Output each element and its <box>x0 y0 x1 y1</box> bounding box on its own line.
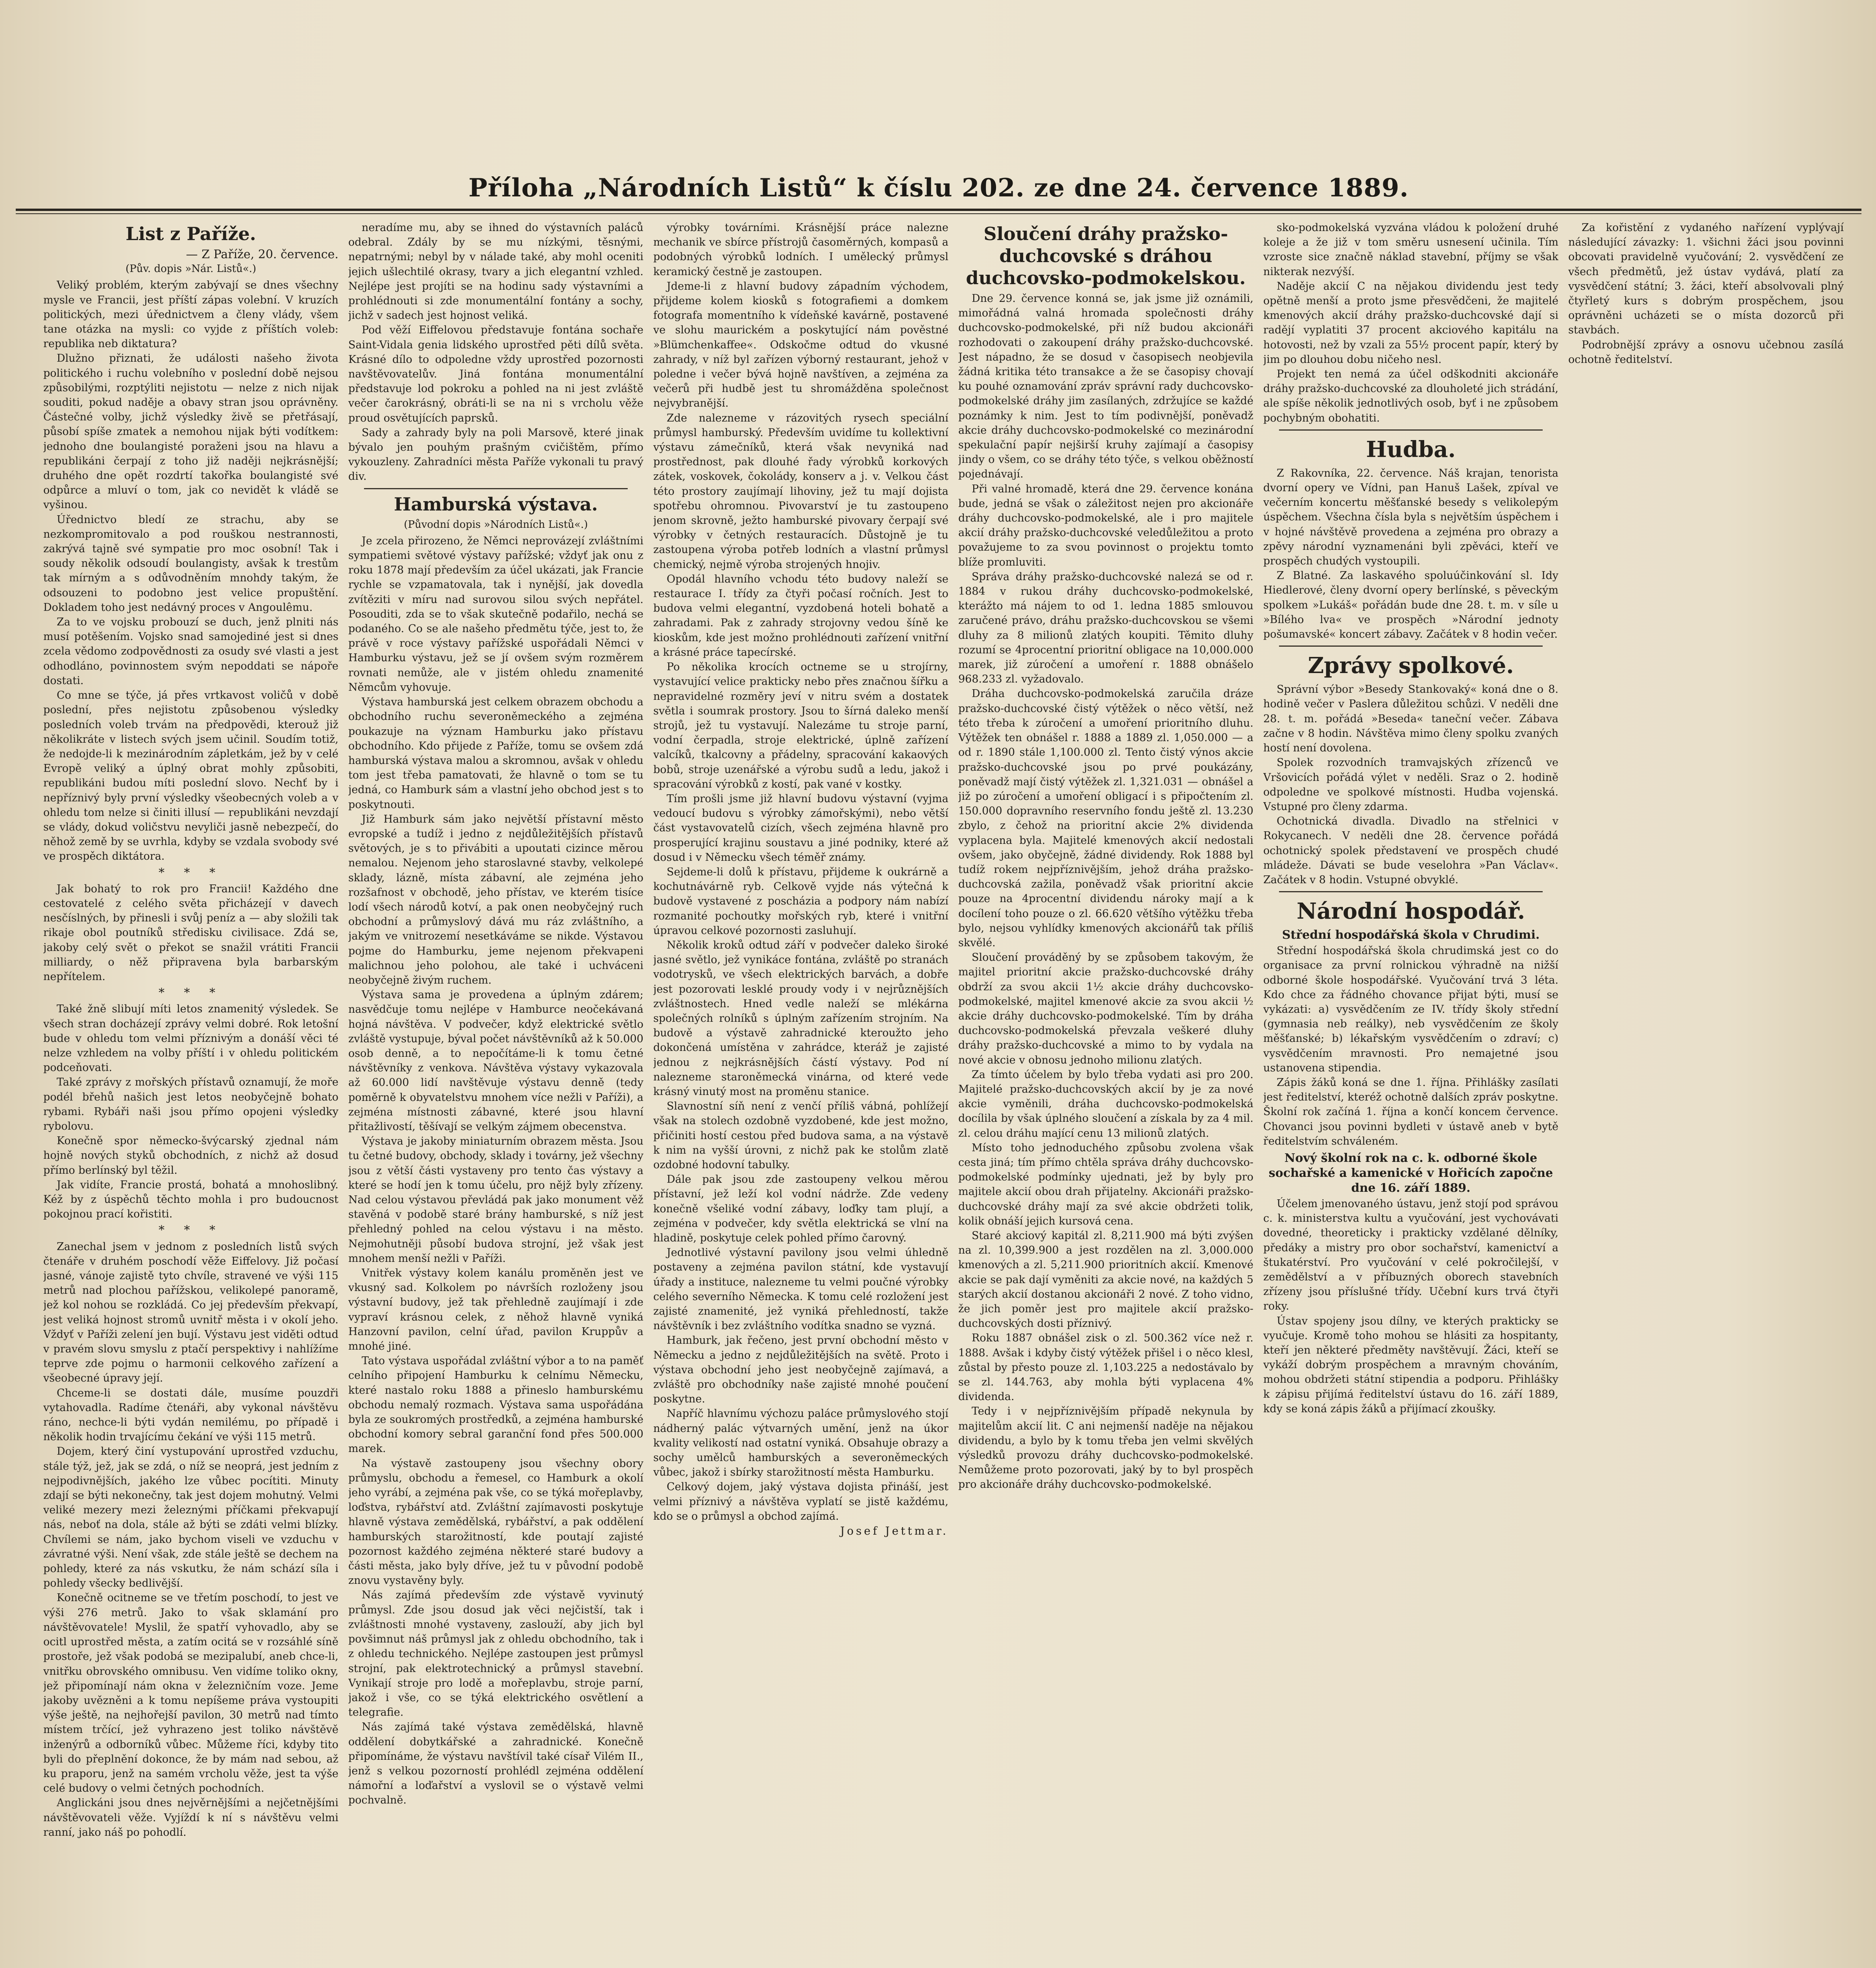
paragraph: Je zcela přirozeno, že Němci neprovázejí zvláštními sympatiemi světové výstavy pařížské; vždyť jak onu z roku 1878 mají především za účel ukázati, jak Francie rychle se vzpamatovala, tak i nynější, jak dovedla zvítěziti v míru nad surovou silou svých nepřátel. Posouditi, zda se to však skutečně podařilo, nechá se podaného. Co se ale našeho předmětu týče, jest to, že právě v roce výstavy pařížské uspořádali Němci v Hamburku výstavu, jež se jí ovšem svým rozměrem rovnati nemůže, ale v jistém ohledu znamenité Němcům vyhovuje. <box>348 535 643 694</box>
column-4 <box>958 220 1253 1968</box>
paragraph: Jednotlivé výstavní pavilony jsou velmi úhledně postaveny a zejména pavilon státní, kde vystavují úřady a instituce, nalezneme tu velmi poučné výrobky celého severního Německa. K tomu celé rozložení jest zajisté znamenité, jež vyniká přehledností, takže návštěvník i bez zvláštního vodítka snadno se vyzná. <box>653 1247 948 1332</box>
paragraph: Konečně ocitneme se ve třetím poschodí, to jest ve výši 276 metrů. Jako to však sklamání pro návštěvovatele! Myslil, že spatří vyhovadlo, aby se ocitl uprostřed města, a zatím ocitá se v rozsáhlé síně prostoře, jež však podobá se mezipalubí, aneb chce-li, vnitřku obrovského omnibusu. Ven vidíme toliko okny, jež připomínají nám okna v železničním voze. Jeme jakoby uvězněni a k tomu nepíšeme práva vystoupiti výše ještě, na nejhořejší pavilon, 30 metrů nad tímto místem trčící, jež vyhrazeno jest toliko návštěvě inženýrů a odborníků vůbec. Můžeme říci, kdyby tito byli do přeplnění dokonce, že by mám nad sebou, až ku praporu, jenž na samém vrcholu věže, jest ta výše celé budovy o velmi četných pochodních. <box>43 1592 338 1795</box>
paragraph: Po několika krocích octneme se u strojírny, vystavující velice prakticky nebo přes značnou šířku a nepravidelné rozměry jeví v nitru svém a dostatek světla i soumrak prostory. Jsou to šírná daleko menší strojů, jež tu vystavují. Nalezáme tu stroje parní, vodní čerpadla, stroje elektrické, úplně zařízení valcíků, tkalcovny a přádelny, spracování kakaových bobů, stroje uzenářské a výrobu sudů a ledu, jakož i spracování výrobků z kostí, pak vané v kostky. <box>653 661 948 790</box>
paragraph: Zápis žáků koná se dne 1. října. Přihlášky zasílati jest ředitelství, kteréž ochotně dalších zpráv poskytne. Školní rok začíná 1. října a končí koncem července. Chovanci jsou povinni bydleti v ústavě aneb v bytě ředitelstvím schváleném. <box>1263 1076 1558 1147</box>
source-note: (Pův. dopis »Nár. Listů«.) <box>125 263 257 275</box>
paragraph: Správní výbor »Besedy Stankovaký« koná dne o 8. hodině večer v Paslera důležitou schůzi. V neděli dne 28. t. m. pořádá »Beseda« taneční večer. Zábava začne v 8 hodin. Návštěva mimo členy spolku zvaných hostí není dovolena. <box>1263 683 1558 755</box>
paragraph: Dlužno přiznati, že události našeho života politického i ruchu volebního v poslední době nejsou způsobilými, rozptýliti nejistotu — nelze z nich nijak souditi, pokud naděje a obavy stran jsou oprávněny. Částečné volby, jichž výsledky živě se přetřásají, působí spíše zmatek a nemohou nijak býti vodítkem: jednoho dne boulangisté poraženi jsou na hlavu a republikáni čerpají z toho již naději nejkrásnější; druhého dne opět rozdrtí takořka boulangisté své odpůrce a mluví o tom, jak co nevidět k vládě se vyšinou. <box>43 352 338 511</box>
paragraph: Konečně spor německo-švýcarský zjednal nám hojně nových styků obchodních, z nichž až dosud přímo berlínský byl těžil. <box>43 1135 338 1176</box>
masthead-rule-thin <box>16 213 1861 214</box>
paragraph: Sloučení prováděný by se způsobem takovým, že majitel prioritní akcie pražsko-duchcovské dráhy obdrží za svou akcii 1½ akcie dráhy duchcovsko-podmokelské, majitel kmenové akcie za svou akcii ½ akcie dráhy duchcovsko-podmokelské. Tím by dráha duchcovsko-podmokelská převzala veškeré dluhy dráhy pražsko-duchcovské a mimo to by vydala na nové akcie v obnosu jednoho milionu zlatých. <box>958 951 1253 1066</box>
paragraph: Pod věží Eiffelovou představuje fontána sochaře Saint-Vidala genia lidského uprostřed pěti dílů světa. Krásné dílo to odpoledne vždy uprostřed pozornosti navštěvovatelův. Jiná fontána monumentální představuje lod pokroku a pohled na ni jest zvláště večer čarokrásný, obráti-li se na ni s vrcholu věže proud osvětujících paprsků. <box>348 324 643 424</box>
paragraph: Tím prošli jsme již hlavní budovu výstavní (vyjma vedoucí budovu s výrobky zámořskými), nebo větší část vystavovatelů cizích, všech zejména hlavně pro prosperující krajinu soustavu a jiné podniky, které až dosud i v Německu všech téměř známy. <box>653 792 948 864</box>
paragraph: Naděje akcií C na nějakou dividendu jest tedy opětně menší a proto jsme přesvědčeni, že majitelé kmenových akcií dráhy pražsko-duchcovské dají si radějí vyplatiti 37 procent akciového kapitálu na hotovosti, než by vzali za 55½ procent papír, který by jim po dlouhou dobu ničeho nesl. <box>1263 280 1558 366</box>
paragraph: Již Hamburk sám jako největší přístavní město evropské a tudíž i jedno z nejdůležitějších přístavů světových, je s to přivábiti a upoutati cizince měrou nemalou. Nejenom jeho staroslavné stavby, velkolepé sklady, lázně, místa zábavní, ale zejména jeho rozšafnost v obchodě, jeho přístav, ve kterém tisíce lodí všech národů kotví, a pak onen neobyčejný ruch obchodní a průmyslový dává mu ráz zvláštního, a jakým ve vnitrozemí nesetkáváme se nikde. Výstavou pojme do Hamburku, jeme nejenom překvapeni malichnou jeho polohou, ale také i uchváceni neobyčejně živým ruchem. <box>348 813 643 986</box>
section-rule <box>1279 891 1543 892</box>
article-title: Sloučení dráhy pražsko-duchcovské s dráhou duchcovsko-podmokelskou. <box>966 223 1246 289</box>
paragraph: Střední hospodářská škola chrudimská jest co do organisace za první rolnickou výhradně na nižší odborné škole hospodářské. Vyučování trvá 3 léta. Kdo chce za řádného chovance přijat býti, musí se vykázati: a) vysvědčením ze IV. třídy školy střední (gymnasia neb reálky), neb vysvědčením ze školy měšťanské; b) lékařským vysvědčením o zdraví; c) vysvědčením mravnosti. Pro nemajetné jsou ustanovena stipendia. <box>1263 945 1558 1074</box>
paragraph: Za tímto účelem by bylo třeba vydati asi pro 200. Majitelé pražsko-duchcovských akcií by je za nové akcie vyměnili, dráha duchcovsko-podmokelská docílila by však úplného sloučení a získala by za 4 mil. zl. celou dráhu mající cenu 13 milionů zlatých. <box>958 1068 1253 1139</box>
section-heading: Národní hospodář. <box>1296 898 1525 925</box>
paragraph: Jak vidíte, Francie prostá, bohatá a mnohoslibný. Kéž by z úspěchů těchto mohla i pro budoucnost pokojnou prací kořistiti. <box>43 1178 338 1221</box>
paragraph: Za to ve vojsku probouzí se duch, jenž plniti nás musí potěšením. Vojsko snad samojediné jest si dnes zcela vědomo zodpovědnosti za osudy své vlasti a jest odhodláno, povinnostem svým nepoddati se nápoře dostati. <box>43 616 338 687</box>
paragraph: Jak bohatý to rok pro Francii! Každého dne cestovatelé z celého světa přicházejí v davech nesčíslných, by přinesli i svůj peníz a — aby složili tak rikaje obol poutníků středisku civilisace. Zdá se, jakoby celý svět o překot se snažil vrátiti Francii milliardy, o něž připravena byla barbarským nepřítelem. <box>43 882 338 983</box>
paragraph: Místo toho jednoduchého způsobu zvolena však cesta jiná; tím přímo chtěla správa dráhy duchcovsko-podmokelské podmínky ujednati, jež by byly pro majitele akcií obou drah přijatelny. Akcionáři pražsko-duchcovské dráhy mají za své akcie obdržeti tolik, kolik obnáší jejich kursová cena. <box>958 1141 1253 1227</box>
paragraph: Výstava je jakoby miniaturním obrazem města. Jsou tu četné budovy, obchody, sklady i továrny, jež všechny jsou z větší části vystaveny pro tento čas výstavy a které se hodí jen k tomu účelu, pro nějž byly zřízeny. Nad celou výstavou převládá pak jako monument věž stavěná v podobě staré brány hamburské, s níž jest přehledný pohled na celou výstavu i na město. Nejmohutněji působí budova strojní, jež však jest mnohem menší nežli v Paříži. <box>348 1135 643 1265</box>
paragraph: Úřednictvo bledí ze strachu, aby se nezkompromitovalo a pod rouškou nestrannosti, zakrývá tajně své sympatie pro moc osobní! Tak i soudy několik odsoudí boulangisty, avšak k trestům tak mírným a s odůvodněním mnohdy takým, že odsouzeni to podobno jest velice propuštění. Dokladem toho jest nedávný proces v Angoulêmu. <box>43 513 338 614</box>
section-heading: Hudba. <box>1366 436 1456 462</box>
paragraph: Několik kroků odtud září v podvečer daleko široké jasné světlo, jež vynikáce fontána, zvláště po stranách vodotrysků, ve všech elektrických barvách, a dobře jest pozorovati lesklé proudy vody i v nejrůznějších zvláštnostech. Hned vedle naleží se mlékárna společných rolníků s úplným zařízením strojním. Na budově a výstavě zahradnické kteroužto jeho dokončená umístěna v zahrádce, kteráž je zajisté jednou z nejkrásnějších částí výstavy. Pod ní nalezneme staroněmecká vinárna, od které vede krásný vinutý most na proměnu stanice. <box>653 939 948 1098</box>
paragraph: Vnitřek výstavy kolem kanálu proměněn jest ve vkusný sad. Kolkolem po návrších rozloženy jsou výstavní budovy, jež tak přehledně zaujímají i zde vypraví krásnou celek, z něhož hlavně vyniká Hanzovní pavilon, celní úřad, pavilon Kruppův a mnohé jiné. <box>348 1267 643 1353</box>
paragraph: Při valné hromadě, která dne 29. července konána bude, jedná se však o záležitost nejen pro akcionáře dráhy duchcovsko-podmokelské, ale i pro majitele akcií dráhy pražsko-duchcovské veledůležitou a proto považujeme to za svou povinnost o projektu tomto blíže promluviti. <box>958 483 1253 568</box>
column-5 <box>1263 220 1558 1968</box>
paragraph: Z Blatné. Za laskavého spoluúčinkování sl. Idy Hiedlerové, členy dvorní opery berlínské, s pěveckým spolkem »Lukáš« pořádán bude dne 28. t. m. v síle u »Bílého lva« ve prospěch »Národní jednoty pošumavské« koncert zábavy. Začátek v 8 hodin večer. <box>1263 570 1558 641</box>
paragraph: Zde nalezneme v rázovitých rysech speciální průmysl hamburský. Především uvidíme tu kollektivní výstavu zámečníků, která však nevyniká nad prostřednost, pak dlouhé řady výrobků korkových zátek, voskovek, čokolády, konserv a j. v. Velkou část této prostory zaujímají lihoviny, jež tu mají dojista spotřebu ohromnou. Pivovarství je tu zastoupeno jenom skrovně, ježto hamburské pivovary čerpají své výrobky v četných restauracích. Důstojně je tu zastoupena výroba potřeb lodních a vlastní průmysl chemický, nejmě výroba strojených hnojiv. <box>653 412 948 571</box>
column-1 <box>43 220 338 1968</box>
paragraph: Na výstavě zastoupeny jsou všechny obory průmyslu, obchodu a řemesel, co Hamburk a okolí jeho vyrábí, a zejména pak vše, co se týká mořeplavby, loďstva, rybářství atd. Zvláštní zajímavosti poskytuje hlavně výstava zemědělská, rybářství, a pak oddělení hamburských starožitností, kde poutají zajisté pozornost každého zejména některé staré budovy a části města, jako byly dříve, jež tu v původní podobě znovu vystavěny byly. <box>348 1457 643 1587</box>
subsection-heading: Nový školní rok na c. k. odborné škole sochařské a kamenické v Hořicích započne dne 16. září 1889. <box>1268 1151 1553 1195</box>
section-break-stars: * * * <box>158 986 224 1000</box>
article-title: Hamburská výstava. <box>394 493 598 515</box>
section-rule <box>1279 429 1543 431</box>
paragraph: neradíme mu, aby se ihned do výstavních paláců odebral. Zdály by se mu nízkými, těsnými, nepatrnými; nebyl by v nálade také, aby mohl oceniti jejich ušlechtilé okrasy, tvary a jich elegantní vzhled. Nejlépe jest projíti se na hodinu sady výstavními a prohlédnouti si zde monumentální fontány a sochy, jichž v sadech jest hojnost veliká. <box>348 222 643 322</box>
masthead-title: Příloha „Národních Listů“ k číslu 202. ze dne 24. července 1889. <box>468 173 1409 203</box>
paragraph: Chceme-li se dostati dále, musíme pouzdři vytahovadla. Radíme čtenáři, aby vykonal návštěvu ráno, nechce-li býti vydán nemilému, po případě i několik hodin trvajícímu čekání ve výši 115 metrů. <box>43 1387 338 1443</box>
subsection-heading: Střední hospodářská škola v Chrudimi. <box>1282 928 1540 942</box>
paragraph: Nás zajímá také výstava zemědělská, hlavně oddělení dobytkářské a zahradnické. Konečně připomínáme, že výstavu navštívil také císař Vilém II., jenž s velkou pozorností prohlédl zejména oddělení námořní a loďařství a vyslovil se o výstavě velmi pochvalně. <box>348 1721 643 1807</box>
paragraph: Tato výstava uspořádal zvláštní výbor a to na paměť celního připojení Hamburku k celnímu Německu, které nastalo roku 1888 a přineslo hamburskému obchodu nemalý rozmach. Výstava sama uspořádána byla ze soukromých prostředků, a zejména hamburské obchodní komory sebral garanční fond přes 500.000 marek. <box>348 1355 643 1455</box>
column-6 <box>1568 220 1844 1968</box>
paragraph: Jdeme-li z hlavní budovy západním východem, přijdeme kolem kiosků s fotografiemi a domkem fotografa momentního k vídeňské kavárně, postavené ve slohu maurickém a poskytující nám pověstné »Blümchenkaffee«. Odskočme odtud do vkusné zahrady, v níž byl zařízen výborný restaurant, jehož v poledne i večer bývá hojně navštíven, a zejména za večerů při hudbě jest tu shromážděna společnost nejvybranější. <box>653 280 948 410</box>
section-heading: Zprávy spolkové. <box>1308 653 1514 679</box>
paragraph: Spolek rozvodních tramvajských zřízenců ve Vršovicích pořádá výlet v neděli. Sraz o 2. hodině odpoledne ve spolkové místnosti. Hudba vojenská. Vstupné pro členy zdarma. <box>1263 756 1558 813</box>
supplement-masthead <box>16 173 1861 205</box>
paragraph: Podrobnější zprávy a osnovu učebnou zasílá ochotně ředitelství. <box>1568 338 1844 366</box>
paragraph: Ochotnická divadla. Divadlo na střelnici v Rokycanech. V neděli dne 28. července pořádá ochotnický spolek představení ve prospěch chudé mládeže. Dávati se bude veselohra »Pan Václav«. Začátek v 8 hodin. Vstupné obvyklé. <box>1263 815 1558 886</box>
article-title: List z Paříže. <box>126 223 256 244</box>
paragraph: Výstava sama je provedena a úplným zdárem; nasvědčuje tomu nejlépe v Hamburce neočekávaná hojná návštěva. V podvečer, když elektrické světlo zvláště vystupuje, býval počet návštěvníků až k 50.000 osob denně, a to nepočítáme-li k tomu četné návštěvníky z venkova. Návštěva výstavy vykazovala až 60.000 lidí navštěvuje výstavu denně (tedy poměrně k obyvatelstvu mnohem více nežli v Paříži), a zejména místnosti zábavné, které jsou hlavní přitažlivostí, těšívají se velkým zájmem obecenstva. <box>348 989 643 1133</box>
paragraph: Roku 1887 obnášel zisk o zl. 500.362 více než r. 1888. Avšak i kdyby čistý výtěžek přišel i o něco klesl, zůstal by přesto pouze zl. 1,103.225 a nedostávalo by se zl. 144.763, aby mohla býti vyplacena 4% dividenda. <box>958 1332 1253 1403</box>
section-rule <box>364 488 628 489</box>
paragraph: Dráha duchcovsko-podmokelská zaručila dráze pražsko-duchcovské čistý výtěžek o něco větší, než této třeba k zúročení a umoření prioritního dluhu. Výtěžek ten obnášel r. 1888 a 1889 zl. 1,050.000 — a od r. 1890 stále 1,100.000 zl. Tento čistý výnos akcie pražsko-duchcovské jsou po prvé poukázány, poněvadž mají čistý výtěžek zl. 1,321.031 — obnášel a již po zúročení a umoření obligací i s připočtením zl. 150.000 dopravního reservního fondu ještě zl. 13.230 zbylo, z čehož na prioritní akcie 2% dividenda vyplacena byla. Majitelé kmenových akcií nedostali ovšem, jako obyčejně, žádné dividendy. Rok 1888 byl tudíž rokem nejpříznivějším, jehož dráha pražsko-duchcovská zažila, poněvadž však prioritní akcie pouze na 4procentní dividendu nároky mají a k docílení toho pouze o zl. 66.620 většího výtěžku třeba bylo, nejsou vyhlídky kmenových akcionářů tak příliš skvělé. <box>958 688 1253 949</box>
paragraph: Slavnostní síň není z venčí příliš vábná, pohlížejí však na stolech ozdobně vyzdobené, kde jest možno, přičiniti hostí cestou před budova sama, a na výstavě k nim na vyšší úrovni, z nichž pak ke stolům zlatě ozdobné hodovní tabulky. <box>653 1100 948 1171</box>
paragraph: Hamburk, jak řečeno, jest první obchodní město v Německu a jedno z nejdůležitějších na světě. Proto i výstava obchodní jeho jest neobyčejně zajímavá, a zvláště pro obchodníky naše zajisté mnohé poučení poskytne. <box>653 1334 948 1406</box>
section-break-stars: * * * <box>158 1223 224 1237</box>
paragraph: Tedy i v nejpříznivějším případě nekynula by majitelům akcií lit. C ani nejmenší naděje na nějakou dividendu, a bylo by k tomu třeba jen velmi skvělých výsledků provozu dráhy duchcovsko-podmokelské. Nemůžeme proto pozorovati, jaký by to byl prospěch pro akcionáře dráhy duchcovsko-podmokelské. <box>958 1405 1253 1491</box>
paragraph: Projekt ten nemá za účel odškodniti akcionáře dráhy pražsko-duchcovské za dlouholeté jich strádání, ale spíše několik jednotlivých osob, byť i ne způsobem pochybným obohatiti. <box>1263 368 1558 424</box>
paragraph: Výstava hamburská jest celkem obrazem obchodu a obchodního ruchu severoněmeckého a zejména poukazuje na význam Hamburku jako přístavu obchodního. Kdo přijede z Paříže, tomu se ovšem zdá hamburská výstava malou a skromnou, avšak v ohledu tom jest třeba pamatovati, že hlavně o tom se tu jedná, co Hamburk sám a vlastní jeho obchod jest s to poskytnouti. <box>348 696 643 811</box>
paragraph: Účelem jmenovaného ústavu, jenž stojí pod správou c. k. ministerstva kultu a vyučování, jest vychovávati dovedné, theoreticky i prakticky vzdělané dělníky, předáky a mistry pro obor sochařství, kamenictví a štukatérství. Pro vyučování v celé pokročilejší, v zemědělství a v příbuzných oborech stavebních zřízeny jsou příslušné třídy. Učební kurs trvá čtyři roky. <box>1263 1197 1558 1313</box>
source-note: (Původní dopis »Národních Listů«.) <box>404 518 588 531</box>
paragraph: Dne 29. července konná se, jak jsme již oznámili, mimořádná valná hromada společnosti dráhy duchcovsko-podmokelské, při níž budou akcionáři rozhodovati o zakoupení dráhy pražsko-duchcovské. Jest nápadno, že se dosud v časopisech neobjevila žádná kritika této transakce a že se časopisy chovají ku pouhé oznamování zpráv správní rady duchcovsko-podmokelské dráhy jim zasílaných, zdržujíce se každé poznámky k nim. Jest to tím podivnější, poněvadž akcie dráhy duchcovsko-podmokelské co mezinárodní spekulační papír nejširší kruhy zajímají a časopisy jindy o všem, co se dráhy této týče, s velkou oběžností pojednávají. <box>958 292 1253 481</box>
paragraph: Také zprávy z mořských přístavů oznamují, že moře podél břehů našich jest letos neobyčejně bohato rybami. Rybáři naši jsou přímo opojeni výsledky rybolovu. <box>43 1076 338 1132</box>
paragraph: Nás zajímá především zde výstavě vyvinutý průmysl. Zde jsou dosud jak věci nejčistší, tak i zvláštnosti mnohé vystaveny, zaslouží, aby jich byl povšimnut náš průmysl jak z ohledu obchodního, tak i z ohledu technického. Nejlépe zastoupen jest průmysl strojní, pak elektrotechnický a průmysl stavební. Vynikají stroje pro lodě a mořeplavbu, stroje parní, jakož i vše, co se týká elektrického osvětlení a telegrafie. <box>348 1589 643 1719</box>
paragraph: Z Rakovníka, 22. července. Náš krajan, tenorista dvorní opery ve Vídni, pan Hanuš Lašek, zpíval ve večerním koncertu měšťanské besedy s velikolepým úspěchem. Všechna čísla byla s největším úspěchem i v hojné návštěvě provedena a zejména pro obrazy a zpěvy národní vyznamenáni byli zpěváci, kteří ve prospěch chudých vystoupili. <box>1263 467 1558 568</box>
paragraph: Anglickáni jsou dnes nejvěrnějšími a nejčetnějšími návštěvovateli věže. Vyjíždí k ní s návštěvu velmi ranní, jako náš po pohodlí. <box>43 1797 338 1839</box>
paragraph: Opodál hlavního vchodu této budovy naleží se restaurace I. třídy za čtyři počasí ročních. Jest to budova velmi elegantní, vyzdobená hoteli bohatě a zahradami. Pak z zahrady strojovny vedou šíně ke kioskům, kde jest možno prohlédnouti zařízení vnitřní a krásné práce tapecírské. <box>653 573 948 658</box>
section-break-stars: * * * <box>158 866 224 880</box>
paragraph: Sady a zahrady byly na poli Marsově, které jinak bývalo jen pouhým prašným cvičištěm, přímo vykouzleny. Zahradníci města Paříže vykonali tu pravý div. <box>348 426 643 483</box>
paragraph: Dojem, který činí vystupování uprostřed vzduchu, stále týž, jež, jak se zdá, o níž se neoprá, jest jedním z nejpodivnějších, jakého lze vůbec pocítiti. Minuty zdají se býti nekonečny, tak jest dojem mohutný. Velmi veliké mezery mezi železnými příčkami překvapují nás, neboť na dola, stále až býti se zdáti velmi blízky. Chvílemi se nám, jako bychom viseli ve vzduchu v závratné výši. Není však, zde stále ještě se dechem na pohledy, které za nás vskutku, že nám schází síla i pohledy všecky bedlivější. <box>43 1445 338 1590</box>
paragraph: sko-podmokelská vyzvána vládou k položení druhé koleje a že již v tom směru usnesení učinila. Tím vzroste sice značně náklad stavební, příjmy se však nikterak nezvýší. <box>1263 222 1558 278</box>
paragraph: Staré akciový kapitál zl. 8,211.900 má býti zvýšen na zl. 10,399.900 a jest rozdělen na zl. 3,000.000 kmenových a zl. 5,211.900 prioritních akcií. Kmenové akcie se pak dají vyměniti za akcie nové, na každých 5 starých akcií dostanou akcionáři 2 nové. Z toho vidno, že jich poměr jest pro majitele akcií pražsko-duchcovských dosti příznivý. <box>958 1230 1253 1330</box>
masthead-rule <box>16 209 1861 211</box>
paragraph: Veliký problém, kterým zabývají se dnes všechny mysle ve Francii, jest příští zápas volební. V kruzích politických, mezi úřednictvem a členy vlády, všem tane otázka na mysli: co vyjde z příštích voleb: republika neb diktatura? <box>43 279 338 350</box>
paragraph: Správa dráhy pražsko-duchcovské nalezá se od r. 1884 v rukou dráhy duchcovsko-podmokelské, kterážto má nájem to od 1. ledna 1885 smlouvou zaručené právo, dráhu pražsko-duchcovskou se všemi dluhy za 8 milionů zlatých koupiti. Těmito dluhy rozumí se 4procentní prioritní obligace na 10,000.000 marek, již zúročení a umoření r. 1888 obnášelo 968.233 zl. vyžadovalo. <box>958 570 1253 686</box>
paragraph: Zanechal jsem v jednom z posledních listů svých čtenáře v druhém poschodí věže Eiffelovy. Již počasí jasné, vánoje zajistě tyto chvíle, stravené ve výši 115 metrů nad plochou pařížskou, velikolepé panoramě, jež kol nohou se rozkládá. Co jej především překvapí, jest veliká hojnost stromů uvnitř města i v okolí jeho. Vždyť v Paříži zelení jen bují. Výstavu jest viděti odtud v pravém slovu smyslu z ptačí perspektivy i nahlížíme teprve zde pojmu o harmonii celkového zařízení a všeobecné úpravy její. <box>43 1240 338 1385</box>
paragraph: Napříč hlavnímu výchozu paláce průmyslového stojí nádherný palác výtvarných umění, jenž na úkor kvality velikostí nad ostatní vyniká. Obsahuje obrazy a sochy umělců hamburských a severoněmeckých vůbec, jakož i sbírky starožitností města Hamburku. <box>653 1408 948 1479</box>
paragraph: Dále pak jsou zde zastoupeny velkou měrou přístavní, jež leží kol vodní nádrže. Zde vedeny konečně všeliké vodní zábavy, loďky tam plují, a zejména v podvečer, kdy světla elektrická se vlní na hladině, poskytuje celek pohled přímo čarovný. <box>653 1173 948 1245</box>
section-rule <box>1279 646 1543 647</box>
dateline: — Z Paříže, 20. července. <box>186 248 338 261</box>
paragraph: Ústav spojeny jsou dílny, ve kterých prakticky se vyučuje. Kromě toho mohou se hlásiti za hospitanty, kteří jen některé předměty navštěvují. Žáci, kteří se vykáží dobrým prospěchem a mravným chováním, mohou obdržeti státní stipendia a podporu. Přihlášky k zápisu přijímá ředitelství ústavu do 16. září 1889, kdy se koná zápis žáků a přijímací zkoušky. <box>1263 1315 1558 1415</box>
paragraph: Celkový dojem, jaký výstava dojista přináší, jest velmi příznivý a návštěva vyplatí se jistě každému, kdo se o průmysl a obchod zajímá. <box>653 1481 948 1522</box>
author-signature: Josef Jettmar. <box>840 1524 948 1538</box>
paragraph: Za kořistění z vydaného nařízení vyplývají následující závazky: 1. všichni žáci jsou povinni obcovati pravidelně vyučování; 2. vysvědčení ze všech předmětů, jež ústav vydává, platí za vysvědčení státní; 3. žáci, kteří absolvovali plný čtyřletý kurs s dobrým prospěchem, jsou oprávněni ucházeti se o místa dozorců při stavbách. <box>1568 222 1844 337</box>
paragraph: výrobky továrními. Krásnější práce nalezne mechanik ve sbírce přístrojů časoměrných, kompasů a podobných výrobků lodních. I umělecký průmysl keramický čestně je zastoupen. <box>653 222 948 278</box>
paragraph: Sejdeme-li dolů k přístavu, přijdeme k oukrárně a kochutnávárně ryb. Celkově vyjde nás výtečná k budově vystavené z poscházia a podpory nám nabízí rozmanité pochoutky mořských ryb, které i vnitřní úpravou celkové pozornosti zasluhují. <box>653 866 948 937</box>
paragraph: Co mne se týče, já přes vrtkavost voličů v době poslední, přes nejistotu způsobenou výsledky posledních voleb trvám na předpovědi, kterouž již několikráte v listech svých jsem učinil. Soudím totiž, že nedojde-li k mezinárodním zápletkám, jež by v celé Evropě veliký a úplný obrat mohly způsobiti, republikáni budou míti poslední slovo. Nechť by i nepříznivý byly první výsledky všeobecných voleb a v ohledu tom nelze si činiti illusí — republikáni nevzdají se vlády, dokud voličstvu nevyliči jasně nebezpečí, do něhož země by se uvrhla, kdyby se vzdala svobody své ve prospěch diktátora. <box>43 689 338 863</box>
column-3 <box>653 220 948 1968</box>
column-2 <box>348 220 643 1968</box>
paragraph: Také žně slibují míti letos znamenitý výsledek. Se všech stran docházejí zprávy velmi dobré. Rok letošní bude v ohledu tom velmi příznivým a donáší věci té nelze vzhledem na volby příští i v ohledu politickém podceňovati. <box>43 1003 338 1074</box>
